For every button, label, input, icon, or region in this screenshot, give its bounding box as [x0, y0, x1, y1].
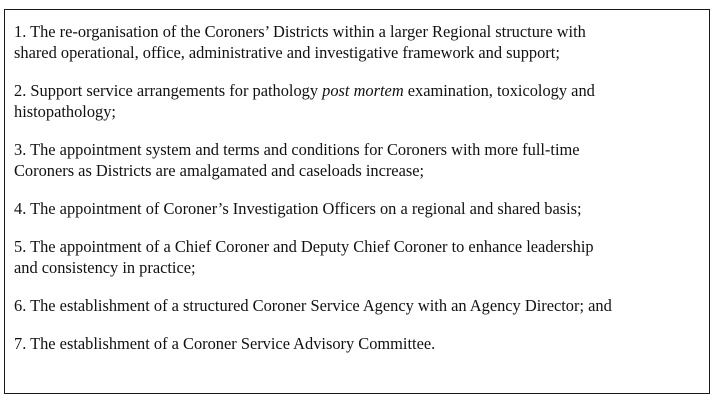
- item-2-line-2: histopathology;: [14, 102, 116, 121]
- list-item-2: [14, 80, 700, 122]
- recommendations-box: [4, 9, 710, 394]
- item-5-line-1: 5. The appointment of a Chief Coroner and Deputy Chief Coroner to enhance leadership: [14, 237, 594, 256]
- item-1-line-1: 1. The re-organisation of the Coroners’ Districts within a larger Regional structure with: [14, 22, 586, 41]
- item-6-line-1: 6. The establishment of a structured Coroner Service Agency with an Agency Director; and: [14, 296, 612, 315]
- list-item-6: [14, 295, 700, 316]
- item-3-line-1: 3. The appointment system and terms and conditions for Coroners with more full-time: [14, 140, 580, 159]
- item-2-line-1-pre: 2. Support service arrangements for pathology: [14, 81, 323, 100]
- item-5-line-2: and consistency in practice;: [14, 258, 196, 277]
- item-1-line-2: shared operational, office, administrative and investigative framework and support;: [14, 43, 560, 62]
- item-4-line-1: 4. The appointment of Coroner’s Investigation Officers on a regional and shared basis;: [14, 199, 582, 218]
- list-item-1: [14, 21, 700, 63]
- item-7-line-1: 7. The establishment of a Coroner Service Advisory Committee.: [14, 334, 436, 353]
- item-2-line-1: [14, 80, 700, 101]
- item-2-italic-term: post mortem: [322, 81, 404, 100]
- list-item-5: [14, 236, 700, 278]
- list-item-7: [14, 333, 700, 354]
- item-2-line-1-post: examination, toxicology and: [403, 81, 595, 100]
- list-item-3: [14, 139, 700, 181]
- item-3-line-2: Coroners as Districts are amalgamated and caseloads increase;: [14, 161, 425, 180]
- list-item-4: [14, 198, 700, 219]
